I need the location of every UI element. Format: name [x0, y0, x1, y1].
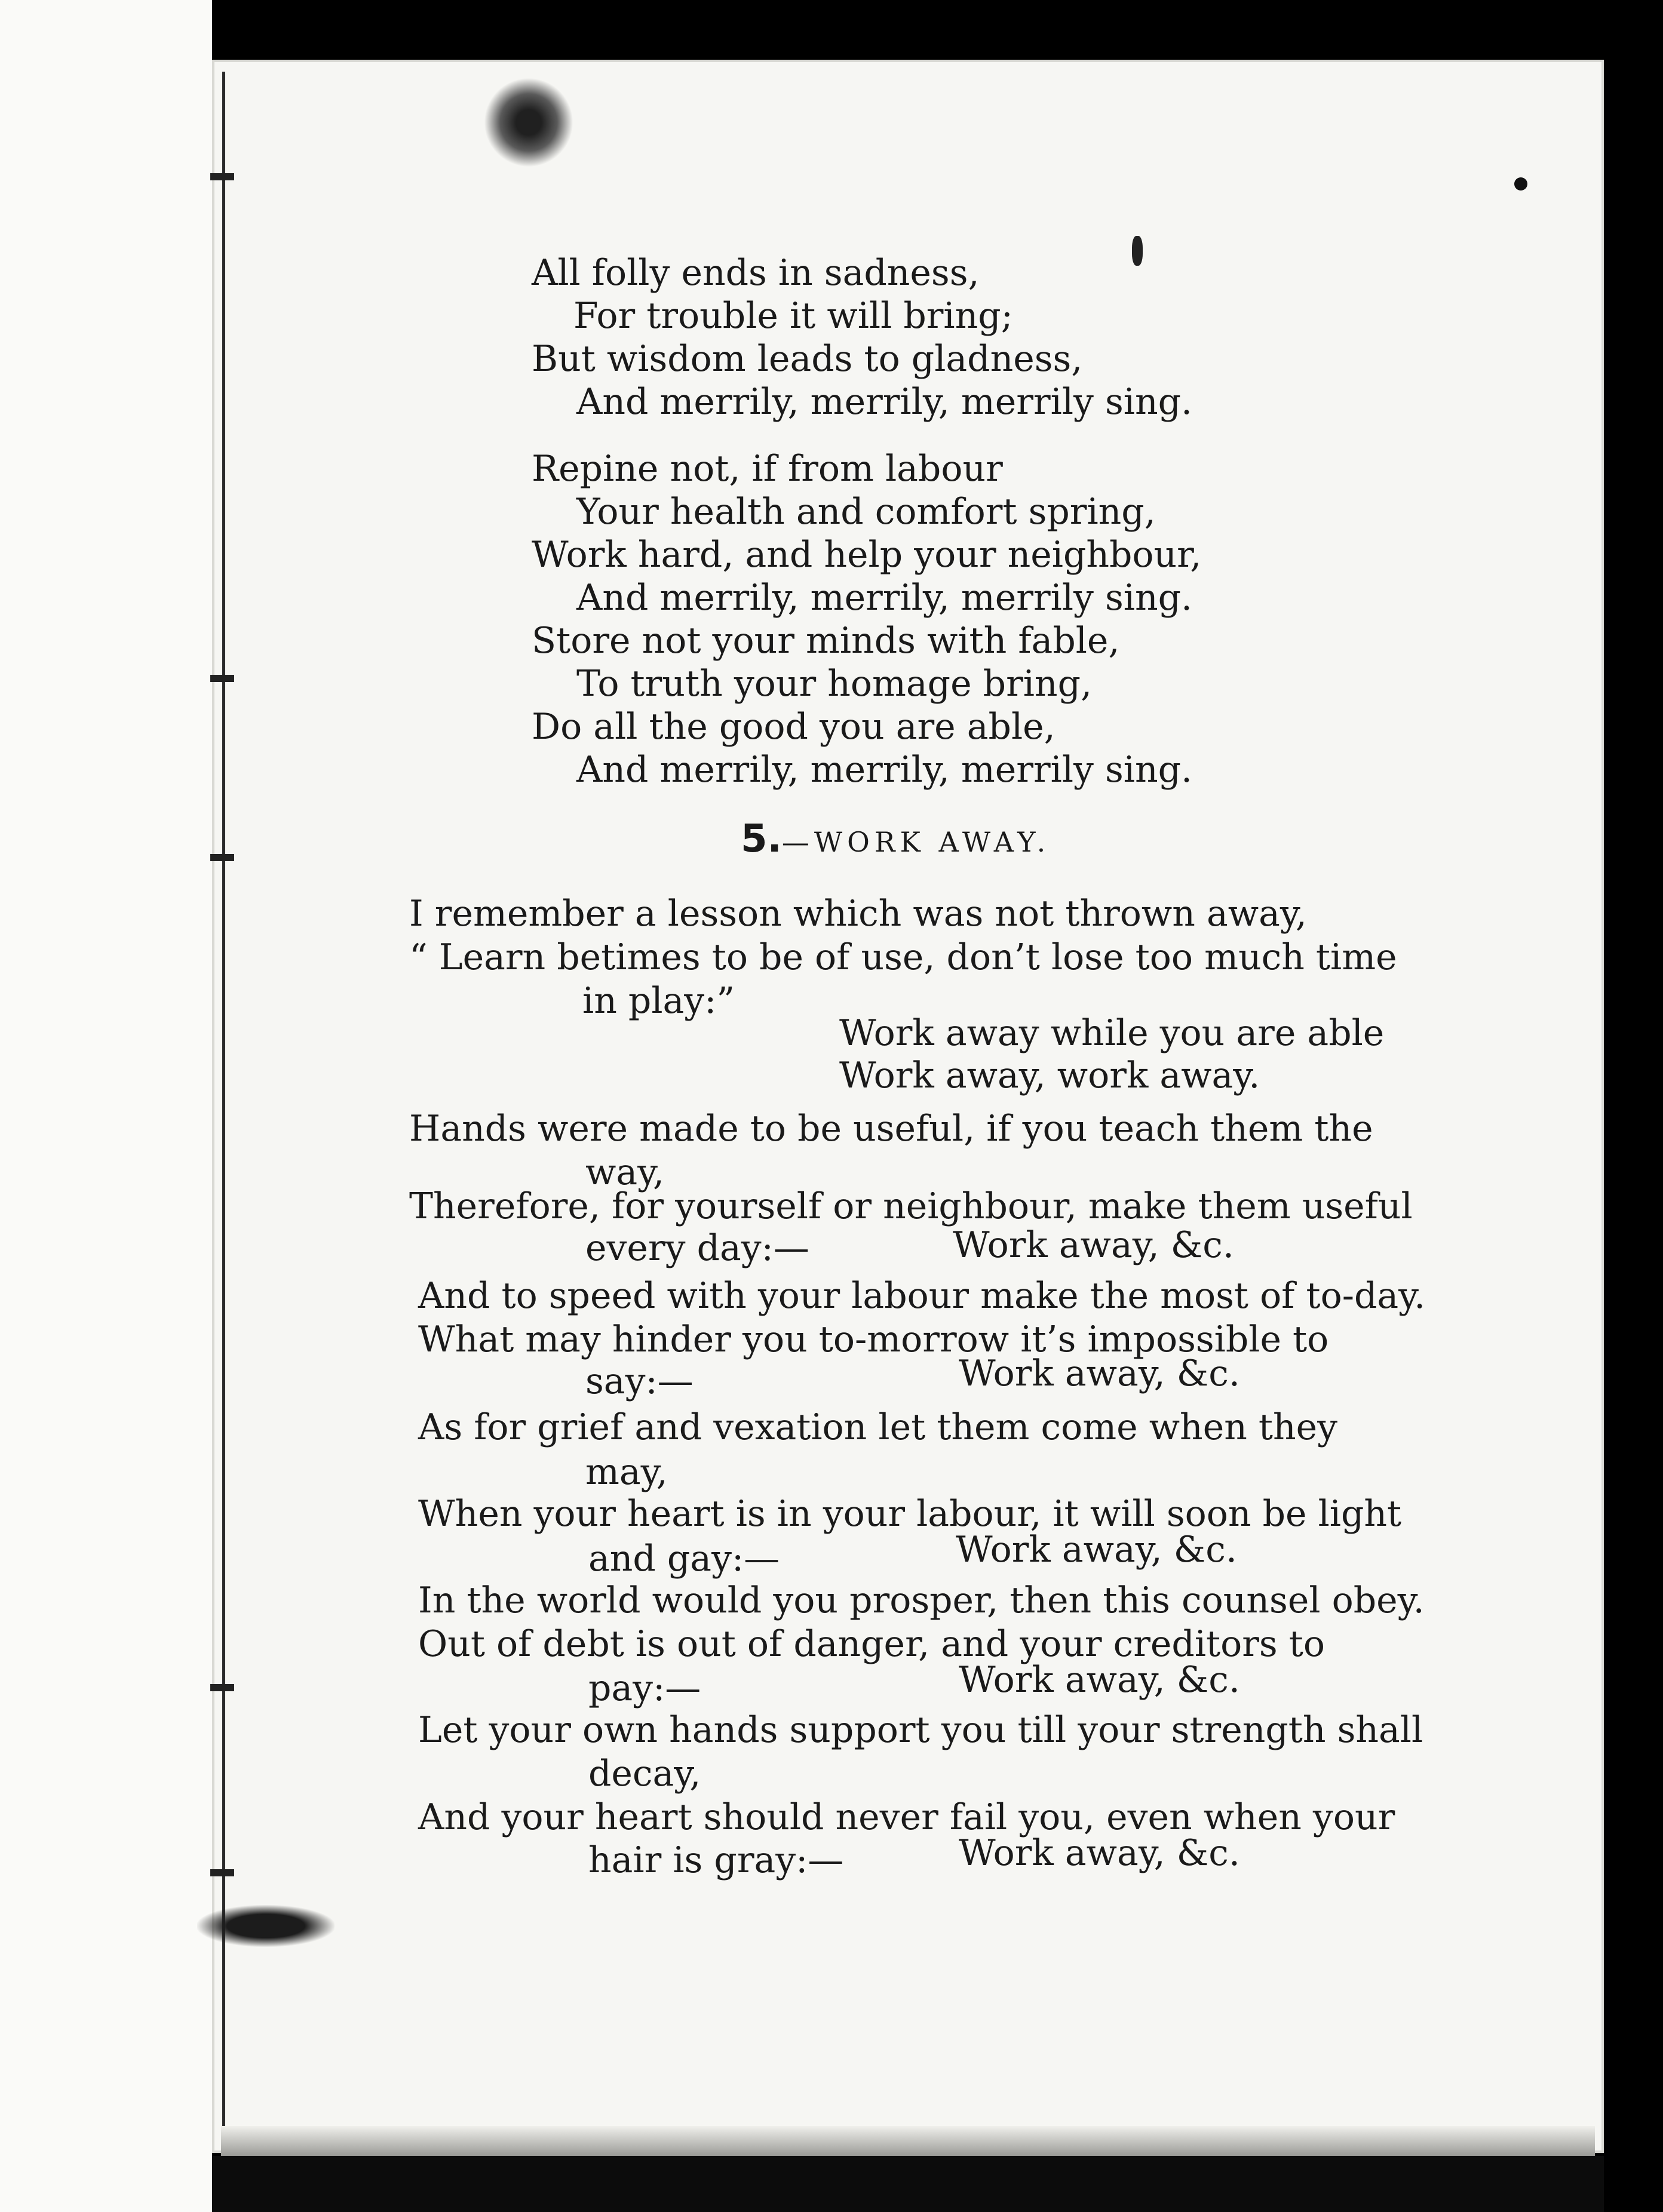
- ink-stain: [484, 78, 573, 167]
- song-line: What may hinder you to-morrow it’s impossible to: [418, 1319, 1329, 1360]
- page-bottom-shadow: [212, 2156, 1604, 2212]
- song-refrain: Work away, &c.: [959, 1832, 1240, 1874]
- song-line: say:—: [585, 1360, 694, 1402]
- song-line: When your heart is in your labour, it will soon be light: [418, 1493, 1402, 1535]
- song-refrain: Work away, &c.: [956, 1529, 1237, 1571]
- song-refrain: Work away, &c.: [953, 1224, 1234, 1266]
- verse-line: Work hard, and help your neighbour,: [532, 534, 1202, 576]
- song-line: and gay:—: [588, 1538, 780, 1580]
- verse-line: Repine not, if from labour: [532, 448, 1003, 490]
- verse-line: For trouble it will bring;: [573, 295, 1013, 337]
- binding-stitch: [210, 854, 234, 861]
- verse-line: And merrily, merrily, merrily sing.: [576, 577, 1193, 619]
- binding-stitch: [210, 1684, 234, 1691]
- song-line: Therefore, for yourself or neighbour, make them useful: [409, 1185, 1413, 1227]
- ink-stain: [197, 1905, 335, 1947]
- song-heading: [741, 817, 1050, 861]
- song-line: may,: [585, 1451, 668, 1493]
- song-refrain: Work away, &c.: [959, 1353, 1240, 1394]
- song-line: way,: [585, 1151, 665, 1193]
- binding-line: [222, 72, 225, 2132]
- verse-line: But wisdom leads to gladness,: [532, 338, 1083, 380]
- song-line: In the world would you prosper, then this counsel obey.: [418, 1580, 1425, 1621]
- song-title: —WORK AWAY.: [781, 826, 1051, 858]
- song-line: Let your own hands support you till your strength shall: [418, 1709, 1423, 1751]
- song-number: 5.: [741, 817, 782, 861]
- song-line: in play:”: [582, 980, 735, 1022]
- binding-stitch: [210, 1869, 234, 1876]
- verse-line: And merrily, merrily, merrily sing.: [576, 749, 1193, 791]
- ink-dot: [1514, 177, 1527, 191]
- verse-line: And merrily, merrily, merrily sing.: [576, 381, 1193, 423]
- song-line: hair is gray:—: [588, 1839, 844, 1881]
- binding-stitch: [210, 675, 234, 682]
- ink-mark: [1132, 236, 1143, 266]
- song-line: And your heart should never fail you, even when your: [418, 1796, 1395, 1838]
- left-page-gutter: [0, 0, 212, 2212]
- song-line: decay,: [588, 1753, 701, 1795]
- song-line: pay:—: [588, 1667, 701, 1709]
- song-line: As for grief and vexation let them come when they: [418, 1406, 1338, 1448]
- song-refrain: Work away, &c.: [959, 1659, 1240, 1701]
- song-line: Hands were made to be useful, if you teach them the: [409, 1108, 1373, 1150]
- song-line: And to speed with your labour make the most of to-day.: [418, 1275, 1426, 1317]
- verse-line: Store not your minds with fable,: [532, 620, 1120, 662]
- verse-line: Your health and comfort spring,: [576, 491, 1156, 533]
- song-line: I remember a lesson which was not thrown away,: [409, 893, 1307, 935]
- song-refrain: Work away while you are able: [839, 1012, 1385, 1054]
- verse-line: All folly ends in sadness,: [532, 252, 980, 294]
- song-line: every day:—: [585, 1227, 809, 1269]
- verse-line: Do all the good you are able,: [532, 706, 1056, 748]
- song-line: “ Learn betimes to be of use, don’t lose too much time: [409, 936, 1397, 978]
- verse-line: To truth your homage bring,: [576, 663, 1093, 705]
- binding-stitch: [210, 173, 234, 180]
- song-line: Out of debt is out of danger, and your creditors to: [418, 1623, 1326, 1665]
- song-refrain: Work away, work away.: [839, 1055, 1260, 1096]
